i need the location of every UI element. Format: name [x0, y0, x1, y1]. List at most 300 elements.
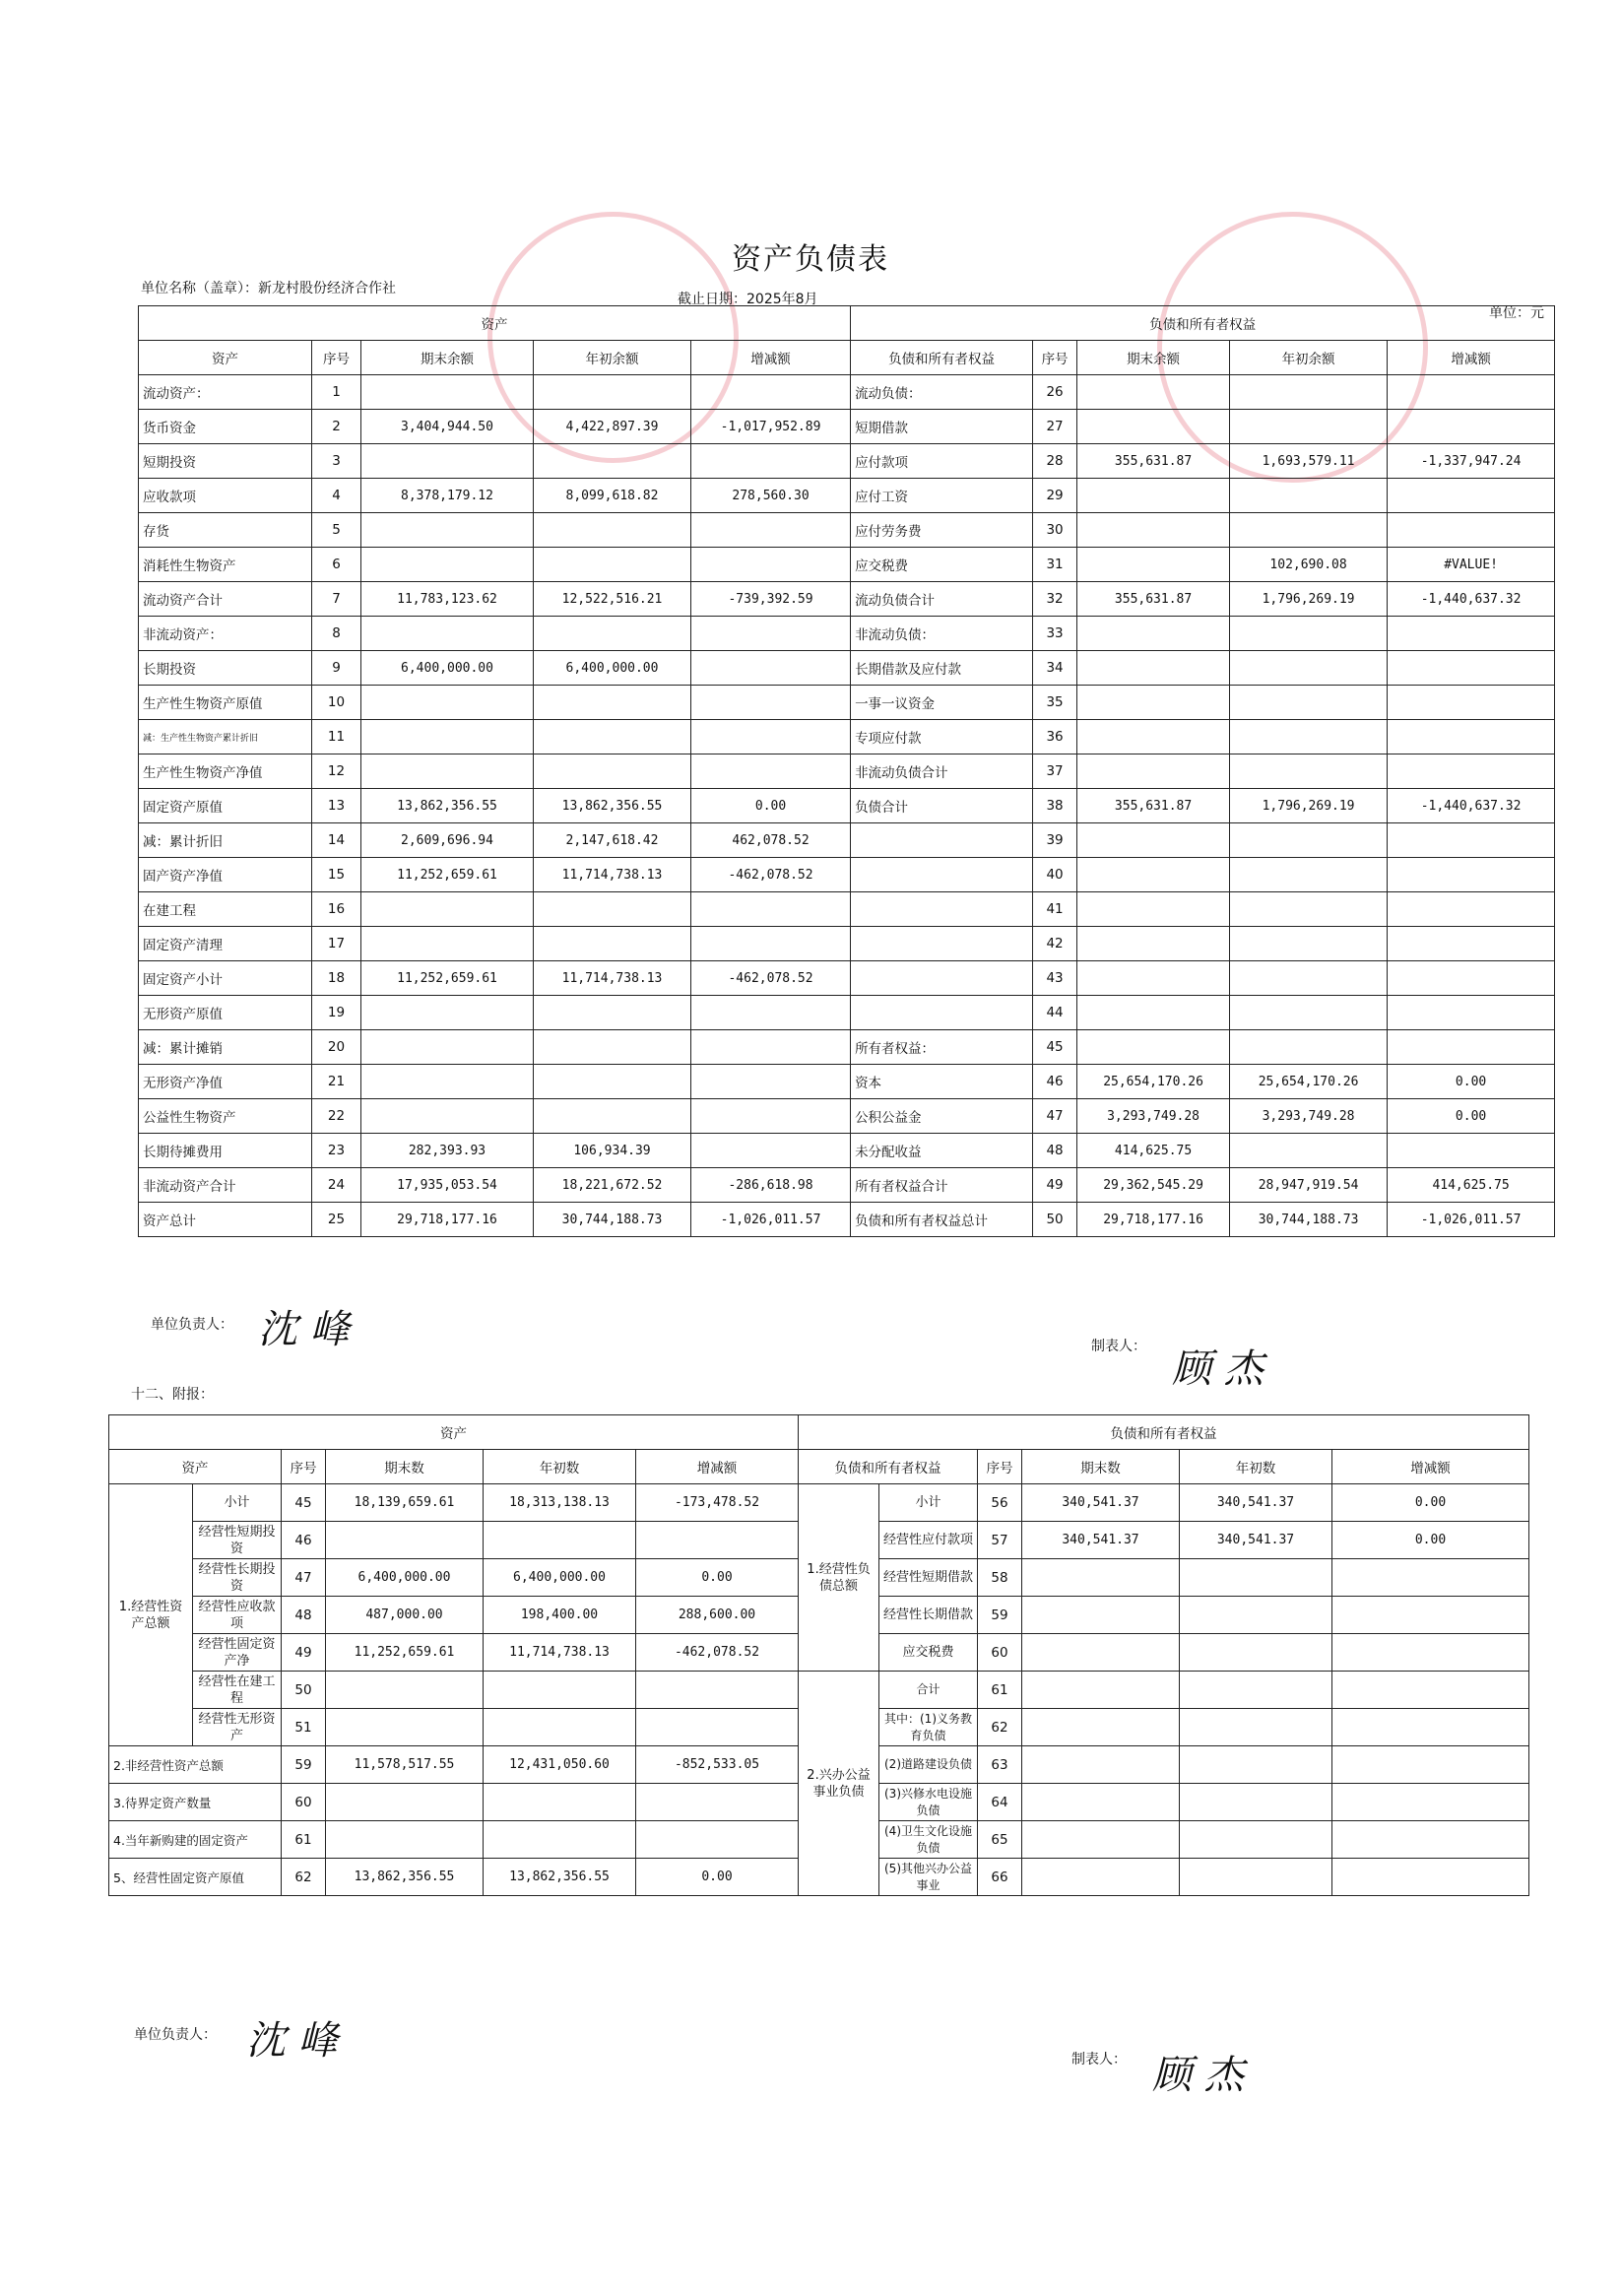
col-end2: 期末余额 — [1077, 341, 1230, 375]
begin2-cell: 28,947,919.54 — [1230, 1168, 1388, 1203]
seq2-cell: 57 — [978, 1522, 1022, 1559]
asset-name-cell: 3.待界定资产数量 — [109, 1784, 282, 1821]
table-row — [139, 686, 1555, 720]
end-balance-cell — [361, 892, 534, 927]
seq-cell: 59 — [282, 1746, 326, 1784]
end-cell: 13,862,356.55 — [326, 1859, 484, 1896]
diff-cell — [691, 444, 851, 479]
end2-cell — [1077, 375, 1230, 410]
end2-cell — [1077, 651, 1230, 686]
end-balance-cell: 6,400,000.00 — [361, 651, 534, 686]
diff-cell — [691, 1030, 851, 1065]
liab-name-cell: 长期借款及应付款 — [851, 651, 1033, 686]
seq2-cell: 37 — [1033, 754, 1077, 789]
seq2-cell: 29 — [1033, 479, 1077, 513]
seq-cell: 61 — [282, 1821, 326, 1859]
liab-name-cell — [851, 823, 1033, 858]
col-end: 期末余额 — [361, 341, 534, 375]
annex-assets-label: 资产 — [109, 1415, 799, 1450]
begin-balance-cell — [534, 444, 691, 479]
seq-cell: 8 — [312, 617, 361, 651]
diff-cell — [636, 1709, 799, 1746]
seq2-cell: 59 — [978, 1597, 1022, 1634]
diff-cell: -462,078.52 — [636, 1634, 799, 1672]
asset-name-cell: 减：生产性生物资产累计折旧 — [139, 720, 312, 754]
end2-cell — [1077, 823, 1230, 858]
end-balance-cell: 17,935,053.54 — [361, 1168, 534, 1203]
begin2-cell: 30,744,188.73 — [1230, 1203, 1388, 1237]
diff-cell — [691, 1134, 851, 1168]
liab-sub-cell: 其中：(1)义务教育负债 — [879, 1709, 978, 1746]
end2-cell — [1022, 1634, 1180, 1672]
seq-cell: 51 — [282, 1709, 326, 1746]
begin-cell — [484, 1709, 636, 1746]
begin2-cell — [1230, 410, 1388, 444]
end-cell — [326, 1784, 484, 1821]
begin-balance-cell — [534, 892, 691, 927]
seq2-cell: 49 — [1033, 1168, 1077, 1203]
begin-balance-cell: 11,714,738.13 — [534, 961, 691, 996]
currency-unit: 单位：元 — [1489, 305, 1544, 321]
asset-name-cell: 4.当年新购建的固定资产 — [109, 1821, 282, 1859]
begin2-cell — [1230, 651, 1388, 686]
begin-cell: 13,862,356.55 — [484, 1859, 636, 1896]
seq-cell: 16 — [312, 892, 361, 927]
seq2-cell: 48 — [1033, 1134, 1077, 1168]
seq-cell: 60 — [282, 1784, 326, 1821]
diff-cell: 0.00 — [636, 1859, 799, 1896]
end-balance-cell: 13,862,356.55 — [361, 789, 534, 823]
seq2-cell: 39 — [1033, 823, 1077, 858]
begin-balance-cell: 8,099,618.82 — [534, 479, 691, 513]
end-balance-cell — [361, 720, 534, 754]
liab-sub-cell: (5)其他兴办公益事业 — [879, 1859, 978, 1896]
table-row — [139, 410, 1555, 444]
table-row — [139, 1134, 1555, 1168]
end-balance-cell: 11,783,123.62 — [361, 582, 534, 617]
begin2-cell — [1180, 1784, 1332, 1821]
diff2-cell — [1388, 961, 1555, 996]
liab-sub-cell: 经营性应付款项 — [879, 1522, 978, 1559]
table-row — [139, 1030, 1555, 1065]
liab-name-cell: 流动负债： — [851, 375, 1033, 410]
diff2-cell: 414,625.75 — [1388, 1168, 1555, 1203]
sign-maker-label-2: 制表人： — [1071, 2052, 1127, 2067]
diff2-cell: -1,337,947.24 — [1388, 444, 1555, 479]
seq-cell: 1 — [312, 375, 361, 410]
diff2-cell: -1,440,637.32 — [1388, 789, 1555, 823]
seq2-cell: 46 — [1033, 1065, 1077, 1099]
diff2-cell: 0.00 — [1332, 1522, 1529, 1559]
table-row — [139, 927, 1555, 961]
seq-cell: 14 — [312, 823, 361, 858]
begin2-cell — [1180, 1859, 1332, 1896]
diff2-cell — [1332, 1559, 1529, 1597]
seq2-cell: 43 — [1033, 961, 1077, 996]
table-row — [139, 754, 1555, 789]
seq-cell: 45 — [282, 1484, 326, 1522]
begin-balance-cell — [534, 617, 691, 651]
end-cell — [326, 1522, 484, 1559]
end2-cell — [1077, 548, 1230, 582]
end2-cell — [1077, 617, 1230, 651]
maker-signature-2: 顾 杰 — [1152, 2053, 1244, 2098]
end-balance-cell: 11,252,659.61 — [361, 858, 534, 892]
begin-balance-cell: 13,862,356.55 — [534, 789, 691, 823]
begin-cell: 11,714,738.13 — [484, 1634, 636, 1672]
diff2-cell — [1388, 720, 1555, 754]
begin2-cell: 1,796,269.19 — [1230, 789, 1388, 823]
end2-cell — [1022, 1559, 1180, 1597]
seq-cell: 50 — [282, 1672, 326, 1709]
seq2-cell: 45 — [1033, 1030, 1077, 1065]
asset-name-cell: 2.非经营性资产总额 — [109, 1746, 282, 1784]
table-row — [139, 961, 1555, 996]
diff-cell: 0.00 — [636, 1559, 799, 1597]
begin-balance-cell — [534, 996, 691, 1030]
diff2-cell — [1332, 1709, 1529, 1746]
begin2-cell: 3,293,749.28 — [1230, 1099, 1388, 1134]
begin2-cell — [1230, 858, 1388, 892]
diff-cell: -462,078.52 — [691, 961, 851, 996]
liab-name-cell: 负债合计 — [851, 789, 1033, 823]
col-seq: 序号 — [312, 341, 361, 375]
asset-name-cell: 生产性生物资产原值 — [139, 686, 312, 720]
diff-cell: -739,392.59 — [691, 582, 851, 617]
diff-cell — [636, 1784, 799, 1821]
begin-cell — [484, 1821, 636, 1859]
diff-cell — [691, 617, 851, 651]
liab-sub-cell: 经营性短期借款 — [879, 1559, 978, 1597]
asset-name-cell: 在建工程 — [139, 892, 312, 927]
annex-col-diff2: 增减额 — [1332, 1450, 1529, 1484]
end-cell — [326, 1821, 484, 1859]
asset-name-cell: 长期待摊费用 — [139, 1134, 312, 1168]
diff-cell: -173,478.52 — [636, 1484, 799, 1522]
asset-name-cell: 固定资产小计 — [139, 961, 312, 996]
seq-cell: 23 — [312, 1134, 361, 1168]
table-row — [139, 479, 1555, 513]
asset-name-cell: 非流动资产合计 — [139, 1168, 312, 1203]
seq2-cell: 58 — [978, 1559, 1022, 1597]
liab-name-cell: 非流动负债合计 — [851, 754, 1033, 789]
diff-cell: -286,618.98 — [691, 1168, 851, 1203]
liab-name-cell — [851, 927, 1033, 961]
sign-maker-label: 制表人： — [1091, 1339, 1146, 1354]
liab-name-cell: 专项应付款 — [851, 720, 1033, 754]
begin-balance-cell: 12,522,516.21 — [534, 582, 691, 617]
end2-cell — [1022, 1672, 1180, 1709]
annex-title: 十二、附报： — [131, 1387, 214, 1403]
seq-cell: 2 — [312, 410, 361, 444]
diff-cell: -1,026,011.57 — [691, 1203, 851, 1237]
begin-balance-cell: 11,714,738.13 — [534, 858, 691, 892]
begin2-cell — [1230, 892, 1388, 927]
seq2-cell: 47 — [1033, 1099, 1077, 1134]
begin2-cell — [1180, 1559, 1332, 1597]
seq2-cell: 31 — [1033, 548, 1077, 582]
report-date: 截止日期：2025年8月 — [678, 292, 818, 307]
diff-cell — [636, 1821, 799, 1859]
seq-cell: 3 — [312, 444, 361, 479]
diff2-cell — [1388, 1134, 1555, 1168]
seq2-cell: 34 — [1033, 651, 1077, 686]
seq-cell: 7 — [312, 582, 361, 617]
diff-cell — [691, 686, 851, 720]
sign-head-label-2: 单位负责人： — [134, 2027, 217, 2043]
begin2-cell: 340,541.37 — [1180, 1484, 1332, 1522]
asset-name-cell: 固定资产原值 — [139, 789, 312, 823]
begin2-cell — [1230, 961, 1388, 996]
asset-name-cell: 资产总计 — [139, 1203, 312, 1237]
end2-cell — [1077, 1030, 1230, 1065]
seq-cell: 49 — [282, 1634, 326, 1672]
seq-cell: 47 — [282, 1559, 326, 1597]
begin2-cell: 1,693,579.11 — [1230, 444, 1388, 479]
begin-balance-cell — [534, 375, 691, 410]
diff2-cell: 0.00 — [1388, 1099, 1555, 1134]
diff-cell — [636, 1522, 799, 1559]
seq-cell: 22 — [312, 1099, 361, 1134]
end-balance-cell: 11,252,659.61 — [361, 961, 534, 996]
diff-cell — [636, 1672, 799, 1709]
liab-name-cell — [851, 858, 1033, 892]
table-row — [139, 823, 1555, 858]
liab-sub-cell: (2)道路建设负债 — [879, 1746, 978, 1784]
table-row — [139, 996, 1555, 1030]
table-row — [139, 513, 1555, 548]
liab-name-cell — [851, 892, 1033, 927]
seq-cell: 48 — [282, 1597, 326, 1634]
diff2-cell — [1388, 410, 1555, 444]
begin2-cell — [1230, 686, 1388, 720]
begin2-cell — [1230, 375, 1388, 410]
seq-cell: 11 — [312, 720, 361, 754]
end-cell: 18,139,659.61 — [326, 1484, 484, 1522]
begin2-cell — [1180, 1634, 1332, 1672]
table-row — [139, 858, 1555, 892]
end2-cell: 355,631.87 — [1077, 582, 1230, 617]
diff2-cell: 0.00 — [1332, 1484, 1529, 1522]
liab-name-cell: 负债和所有者权益总计 — [851, 1203, 1033, 1237]
end2-cell — [1022, 1784, 1180, 1821]
seq2-cell: 50 — [1033, 1203, 1077, 1237]
liab-group-cell: 2.兴办公益事业负债 — [799, 1672, 879, 1896]
end-balance-cell — [361, 927, 534, 961]
annex-liab-label: 负债和所有者权益 — [799, 1415, 1529, 1450]
end2-cell — [1077, 996, 1230, 1030]
end2-cell — [1077, 858, 1230, 892]
begin-cell — [484, 1784, 636, 1821]
begin-balance-cell — [534, 927, 691, 961]
end-cell: 11,578,517.55 — [326, 1746, 484, 1784]
diff2-cell — [1388, 375, 1555, 410]
diff2-cell — [1388, 513, 1555, 548]
seq2-cell: 63 — [978, 1746, 1022, 1784]
begin-balance-cell: 18,221,672.52 — [534, 1168, 691, 1203]
table-row — [139, 444, 1555, 479]
begin2-cell — [1230, 996, 1388, 1030]
seq2-cell: 27 — [1033, 410, 1077, 444]
liab-sub-cell: (3)兴修水电设施负债 — [879, 1784, 978, 1821]
diff2-cell — [1388, 617, 1555, 651]
asset-name-cell: 短期投资 — [139, 444, 312, 479]
liab-sub-cell: 小计 — [879, 1484, 978, 1522]
asset-name-cell: 生产性生物资产净值 — [139, 754, 312, 789]
diff-cell — [691, 996, 851, 1030]
page-title: 资产负债表 — [732, 242, 889, 277]
table-row — [139, 1168, 1555, 1203]
begin2-cell — [1180, 1597, 1332, 1634]
end-balance-cell — [361, 1065, 534, 1099]
begin2-cell — [1230, 1134, 1388, 1168]
end-balance-cell — [361, 548, 534, 582]
end2-cell: 3,293,749.28 — [1077, 1099, 1230, 1134]
diff2-cell: #VALUE! — [1388, 548, 1555, 582]
seq2-cell: 66 — [978, 1859, 1022, 1896]
begin-balance-cell — [534, 1030, 691, 1065]
diff2-cell — [1388, 996, 1555, 1030]
end2-cell — [1022, 1821, 1180, 1859]
seq-cell: 12 — [312, 754, 361, 789]
begin-cell: 12,431,050.60 — [484, 1746, 636, 1784]
end2-cell — [1077, 720, 1230, 754]
asset-name-cell: 减：累计折旧 — [139, 823, 312, 858]
seq2-cell: 64 — [978, 1784, 1022, 1821]
diff-cell — [691, 754, 851, 789]
diff-cell — [691, 892, 851, 927]
seq2-cell: 32 — [1033, 582, 1077, 617]
asset-sub-cell: 经营性长期投资 — [193, 1559, 282, 1597]
end2-cell — [1077, 927, 1230, 961]
seq-cell: 13 — [312, 789, 361, 823]
begin2-cell — [1180, 1746, 1332, 1784]
asset-name-cell: 无形资产原值 — [139, 996, 312, 1030]
diff2-cell — [1388, 892, 1555, 927]
end2-cell: 29,718,177.16 — [1077, 1203, 1230, 1237]
asset-sub-cell: 小计 — [193, 1484, 282, 1522]
diff2-cell — [1332, 1821, 1529, 1859]
end-balance-cell: 282,393.93 — [361, 1134, 534, 1168]
asset-name-cell: 非流动资产： — [139, 617, 312, 651]
begin-cell: 198,400.00 — [484, 1597, 636, 1634]
seq2-cell: 44 — [1033, 996, 1077, 1030]
diff-cell: 462,078.52 — [691, 823, 851, 858]
end2-cell — [1077, 479, 1230, 513]
seq-cell: 17 — [312, 927, 361, 961]
col-diff2: 增减额 — [1388, 341, 1555, 375]
seq2-cell: 41 — [1033, 892, 1077, 927]
end2-cell: 29,362,545.29 — [1077, 1168, 1230, 1203]
diff2-cell: 0.00 — [1388, 1065, 1555, 1099]
seq-cell: 6 — [312, 548, 361, 582]
begin-cell — [484, 1672, 636, 1709]
begin2-cell — [1180, 1709, 1332, 1746]
liabilities-section-label: 负债和所有者权益 — [851, 306, 1555, 341]
liab-sub-cell: 应交税费 — [879, 1634, 978, 1672]
liab-sub-cell: 合计 — [879, 1672, 978, 1709]
section-header-row — [139, 306, 1555, 341]
diff-cell: -852,533.05 — [636, 1746, 799, 1784]
liab-name-cell: 应付工资 — [851, 479, 1033, 513]
col-seq2: 序号 — [1033, 341, 1077, 375]
asset-name-cell: 货币资金 — [139, 410, 312, 444]
begin-balance-cell — [534, 754, 691, 789]
liab-name-cell: 应付劳务费 — [851, 513, 1033, 548]
begin-balance-cell: 106,934.39 — [534, 1134, 691, 1168]
annex-col-begin: 年初数 — [484, 1450, 636, 1484]
annex-table — [108, 1414, 1529, 1896]
begin2-cell — [1230, 617, 1388, 651]
end2-cell — [1077, 410, 1230, 444]
liab-name-cell: 公积公益金 — [851, 1099, 1033, 1134]
liab-name-cell: 流动负债合计 — [851, 582, 1033, 617]
diff-cell — [691, 720, 851, 754]
end-balance-cell — [361, 513, 534, 548]
annex-col-end: 期末数 — [326, 1450, 484, 1484]
begin-balance-cell — [534, 1065, 691, 1099]
diff2-cell — [1332, 1859, 1529, 1896]
liab-name-cell: 应交税费 — [851, 548, 1033, 582]
begin2-cell — [1230, 720, 1388, 754]
seq-cell: 24 — [312, 1168, 361, 1203]
col-asset: 资产 — [139, 341, 312, 375]
begin-balance-cell — [534, 720, 691, 754]
diff-cell — [691, 375, 851, 410]
diff2-cell — [1332, 1597, 1529, 1634]
diff-cell — [691, 651, 851, 686]
annex-section-row — [109, 1415, 1529, 1450]
end2-cell — [1077, 754, 1230, 789]
maker-signature: 顾 杰 — [1172, 1346, 1264, 1392]
diff2-cell — [1332, 1784, 1529, 1821]
begin-balance-cell: 6,400,000.00 — [534, 651, 691, 686]
col-begin2: 年初余额 — [1230, 341, 1388, 375]
seq2-cell: 35 — [1033, 686, 1077, 720]
end2-cell: 25,654,170.26 — [1077, 1065, 1230, 1099]
diff2-cell — [1388, 1030, 1555, 1065]
end-balance-cell — [361, 617, 534, 651]
asset-sub-cell: 经营性无形资产 — [193, 1709, 282, 1746]
end-balance-cell: 3,404,944.50 — [361, 410, 534, 444]
head-signature-2: 沈 峰 — [246, 2018, 338, 2064]
col-begin: 年初余额 — [534, 341, 691, 375]
diff-cell: 288,600.00 — [636, 1597, 799, 1634]
liab-name-cell: 非流动负债： — [851, 617, 1033, 651]
table-row — [139, 892, 1555, 927]
sign-head-label: 单位负责人： — [151, 1317, 233, 1333]
diff-cell — [691, 927, 851, 961]
diff2-cell: -1,440,637.32 — [1388, 582, 1555, 617]
seq2-cell: 60 — [978, 1634, 1022, 1672]
liab-name-cell: 所有者权益合计 — [851, 1168, 1033, 1203]
diff2-cell — [1388, 479, 1555, 513]
begin-balance-cell: 2,147,618.42 — [534, 823, 691, 858]
table-row — [139, 720, 1555, 754]
annex-col-liab: 负债和所有者权益 — [799, 1450, 978, 1484]
diff-cell — [691, 548, 851, 582]
diff-cell — [691, 1065, 851, 1099]
seq-cell: 21 — [312, 1065, 361, 1099]
end-balance-cell: 2,609,696.94 — [361, 823, 534, 858]
diff-cell: 278,560.30 — [691, 479, 851, 513]
diff2-cell — [1388, 823, 1555, 858]
liab-name-cell: 应付款项 — [851, 444, 1033, 479]
table-row — [109, 1672, 1529, 1709]
begin-cell: 18,313,138.13 — [484, 1484, 636, 1522]
end-cell — [326, 1672, 484, 1709]
seq2-cell: 62 — [978, 1709, 1022, 1746]
